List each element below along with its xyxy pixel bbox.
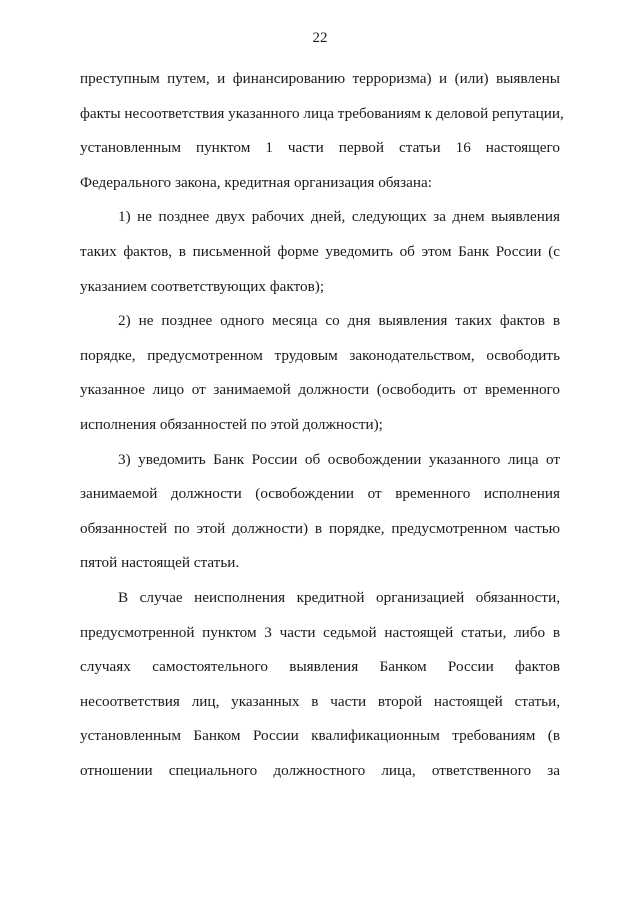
text-line: случаях самостоятельного выявления Банком России фактов	[80, 658, 560, 676]
text-line: таких фактов, в письменной форме уведомить об этом Банк России (с	[80, 242, 560, 260]
text-line: преступным путем, и финансированию терроризма) и (или) выявлены	[80, 70, 560, 87]
text-line: порядке, предусмотренном трудовым законодательством, освободить	[80, 346, 560, 364]
text-line: несоответствия лиц, указанных в части второй настоящей статьи,	[80, 692, 560, 710]
text-line: факты несоответствия указанного лица требованиям к деловой репутации,	[80, 104, 564, 122]
text-line: отношении специального должностного лица, ответственного за	[80, 761, 560, 779]
text-line: пятой настоящей статьи.	[80, 554, 240, 572]
text-line: указанное лицо от занимаемой должности (освободить от временного	[80, 381, 560, 399]
document-body	[80, 62, 564, 788]
text-line: 1) не позднее двух рабочих дней, следующих за днем выявления	[118, 208, 560, 226]
text-line: 2) не позднее одного месяца со дня выявления таких фактов в	[118, 312, 560, 330]
page-number: 22	[312, 30, 328, 46]
text-line: установленным Банком России квалификационным требованиям (в	[80, 727, 560, 745]
text-line: Федерального закона, кредитная организация обязана:	[80, 173, 432, 191]
text-line: занимаемой должности (освобождении от временного исполнения	[80, 485, 560, 503]
text-line: предусмотренной пунктом 3 части седьмой настоящей статьи, либо в	[80, 623, 560, 641]
text-line: 3) уведомить Банк России об освобождении указанного лица от	[118, 450, 560, 468]
text-line: исполнения обязанностей по этой должности);	[80, 415, 383, 433]
text-line: установленным пунктом 1 части первой статьи 16 настоящего	[80, 139, 560, 157]
text-line: указанием соответствующих фактов);	[80, 277, 325, 295]
text-line: обязанностей по этой должности) в порядке, предусмотренном частью	[80, 519, 560, 537]
text-line: В случае неисполнения кредитной организацией обязанности,	[118, 588, 560, 606]
